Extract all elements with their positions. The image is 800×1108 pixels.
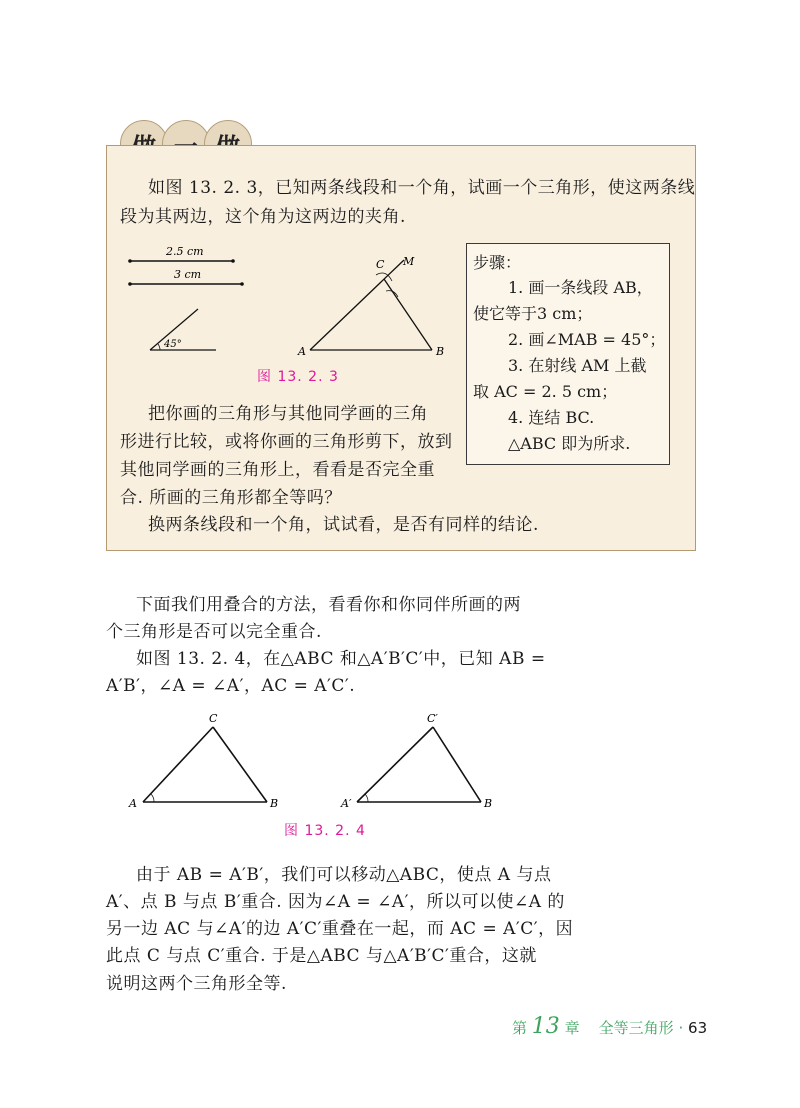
para3-line-1: 由于 AB = A′B′，我们可以移动△ABC，使点 A 与点 bbox=[136, 865, 552, 885]
fig1-label-a: A bbox=[298, 345, 306, 358]
tri1-label-a: A bbox=[129, 797, 137, 810]
para1-line-1: 下面我们用叠合的方法，看看你和你同伴所画的两 bbox=[136, 595, 521, 615]
chapter-number: 13 bbox=[531, 1014, 560, 1039]
step-line-7: △ABC 即为所求. bbox=[508, 434, 631, 453]
compare-line-4: 合. 所画的三角形都全等吗？ bbox=[120, 488, 342, 508]
segment-3cm-end-b bbox=[240, 282, 244, 286]
triangle-side-bc bbox=[384, 279, 432, 350]
try-line: 换两条线段和一个角，试试看，是否有同样的结论. bbox=[148, 515, 539, 535]
step-line-4: 3. 在射线 AM 上截 bbox=[508, 356, 647, 375]
step-line-1: 1. 画一条线段 AB， bbox=[508, 278, 653, 297]
segment-3cm-end-a bbox=[128, 282, 132, 286]
tri2-side-ac bbox=[357, 727, 433, 802]
activity-intro-line2: 段为其两边，这个角为这两边的夹角. bbox=[120, 207, 406, 227]
chapter-prefix: 第 bbox=[512, 1019, 528, 1037]
para3-line-3: 另一边 AC 与∠A′的边 A′C′重叠在一起，而 AC = A′C′，因 bbox=[106, 919, 574, 939]
segment-2-5cm-end-a bbox=[128, 259, 132, 263]
compare-line-1: 把你画的三角形与其他同学画的三角 bbox=[148, 404, 428, 424]
tri1-side-bc bbox=[213, 727, 267, 802]
tri2-side-bc bbox=[433, 727, 481, 802]
para3-line-2: A′、点 B 与点 B′重合. 因为∠A = ∠A′，所以可以使∠A 的 bbox=[106, 892, 565, 912]
seg2-label: 3 cm bbox=[174, 268, 202, 281]
compare-line-2: 形进行比较，或将你画的三角形剪下，放到 bbox=[120, 432, 453, 452]
fig1-label-c: C bbox=[376, 258, 385, 271]
tri1-angle-mark bbox=[151, 794, 154, 802]
page-footer bbox=[512, 1014, 707, 1039]
figure-13-2-3-caption: 图 13. 2. 3 bbox=[257, 369, 339, 385]
compare-line-3: 其他同学画的三角形上，看看是否完全重 bbox=[120, 460, 435, 480]
ray-am bbox=[310, 260, 404, 350]
para1-line-2: 个三角形是否可以完全重合. bbox=[106, 622, 322, 642]
para3-line-4: 此点 C 与点 C′重合. 于是△ABC 与△A′B′C′重合，这就 bbox=[106, 946, 537, 966]
step-line-2: 使它等于3 cm； bbox=[473, 304, 593, 323]
angle-label: 45° bbox=[164, 339, 182, 350]
page-number: 63 bbox=[688, 1019, 708, 1037]
figure-13-2-4-caption: 图 13. 2. 4 bbox=[284, 823, 366, 839]
activity-intro-line1: 如图 13. 2. 3，已知两条线段和一个角，试画一个三角形，使这两条线 bbox=[148, 178, 696, 198]
seg1-label: 2.5 cm bbox=[166, 245, 204, 258]
tri1-side-ac bbox=[143, 727, 213, 802]
footer-dot: · bbox=[678, 1019, 684, 1037]
step-line-6: 4. 连结 BC. bbox=[508, 408, 595, 427]
fig1-label-m: M bbox=[403, 255, 415, 268]
segment-2-5cm-end-b bbox=[231, 259, 235, 263]
tri2-label-b: B bbox=[484, 797, 493, 810]
para2-line-1: 如图 13. 2. 4，在△ABC 和△A′B′C′中，已知 AB = bbox=[136, 649, 546, 669]
chapter-title: 全等三角形 bbox=[598, 1019, 674, 1037]
steps-title: 步骤： bbox=[473, 253, 522, 272]
tri1-label-c: C bbox=[209, 712, 218, 725]
figure-13-2-3 bbox=[120, 245, 455, 365]
figure-13-2-4 bbox=[125, 710, 505, 815]
step-line-5: 取 AC = 2. 5 cm； bbox=[473, 382, 618, 401]
angle-arc bbox=[158, 344, 160, 350]
tri1-label-b: B bbox=[270, 797, 279, 810]
fig1-label-b: B bbox=[436, 345, 445, 358]
tri2-label-a: A′ bbox=[341, 797, 352, 810]
chapter-suffix: 章 bbox=[564, 1019, 580, 1037]
para3-line-5: 说明这两个三角形全等. bbox=[106, 974, 287, 994]
para2-line-2: A′B′，∠A = ∠A′，AC = A′C′. bbox=[106, 676, 356, 696]
tri2-label-c: C′ bbox=[427, 712, 438, 725]
tri2-angle-mark bbox=[365, 794, 368, 802]
step-line-3: 2. 画∠MAB = 45°； bbox=[508, 330, 666, 349]
